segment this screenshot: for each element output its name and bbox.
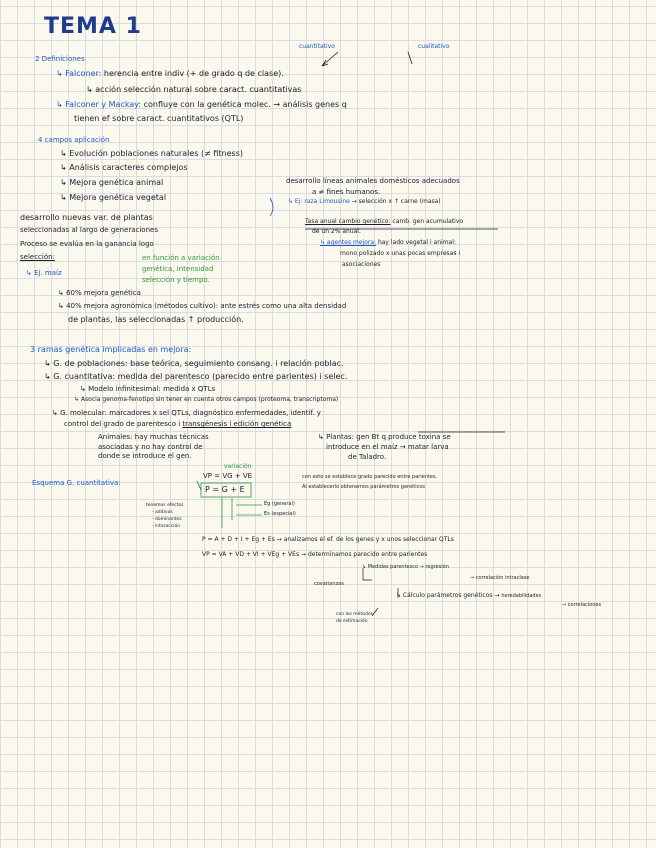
animales-text: hay muchas técnicas (134, 433, 209, 441)
covarianzas-label: covarianzas (314, 581, 344, 587)
campos-heading: 4 campos aplicación (38, 136, 110, 144)
proceso-line: Proceso se evalúa en la ganancia logo (20, 240, 154, 248)
animales-label: Animales: (98, 433, 133, 441)
campo-item-2: ↳ Análisis caracteres complejos (60, 163, 188, 172)
correlacion-line: → correlación intraclase (470, 575, 530, 581)
mackay-text: confluye con la genética molec. → análisis genes q (143, 100, 347, 109)
efecto-interaccion: - interacción (152, 524, 181, 529)
seleccion-label: selección: (20, 253, 55, 261)
variacion-label: variación (224, 463, 252, 470)
ramas-cuant-label: ↳ G. cuantitativa: (44, 372, 116, 381)
ej-maiz: ↳ Ej. maíz (26, 269, 62, 277)
maiz-60: ↳ 60% mejora genética (58, 289, 141, 297)
ej-raza (288, 199, 441, 205)
esquema-note-2: Al establecerlo obtenemos parámetros genéticos (302, 484, 426, 490)
agentes-line (320, 240, 456, 246)
efectos-label: tenemos efectos (146, 503, 184, 508)
tasa-label: Tasa anual cambio genético: (305, 218, 391, 225)
es-label: Es (especial) (264, 511, 296, 517)
maiz-40-note-2: de plantas, las seleccionadas ↑ producción. (68, 315, 244, 324)
maiz-40-note: (métodos cultivo): ante estrés como una alta densidad (154, 302, 347, 310)
animales-text-3: donde se introduce el gen. (98, 452, 192, 460)
falconer-label: ↳ Falconer: (56, 69, 102, 78)
medidas-line: ↳ Medidas parentesco → regresión (362, 564, 449, 570)
medidas-label: ↳ Medidas parentesco (362, 564, 419, 570)
tasa-line (305, 219, 463, 225)
agentes-note: hay lado vegetal i animal: (377, 239, 456, 246)
cualitativo-label: cualitativo (418, 43, 450, 50)
metodos-label: con los métodos (336, 612, 373, 617)
animal-note: desarrollo líneas animales domésticos adecuados (286, 177, 460, 185)
agentes-label: ↳ agentes mejora: (320, 239, 377, 246)
calculo-label: ↳ Cálculo parámetros genéticos (396, 592, 493, 599)
definiciones-heading: 2 Definiciones (35, 55, 85, 63)
cuantitativo-label: cuantitativo (299, 43, 335, 50)
campo-item-4: ↳ Mejora genética vegetal (60, 193, 167, 202)
mackay-text-2: tienen ef sobre caract. cuantitativos (QTL) (74, 114, 244, 123)
formula-vp-note: determinamos parecido entre parientes (307, 551, 428, 558)
ramas-molec-2 (64, 421, 291, 428)
correlacion-label: correlación intraclase (475, 575, 530, 581)
ramas-heading: 3 ramas genética implicadas en mejora: (30, 345, 192, 354)
formula-p: P = A + D + I + Eg + Es (202, 536, 275, 543)
falconer-text: herencia entre indiv (+ de grado q de clase). (103, 69, 284, 78)
ramas-molec-text-2: control del grado de parentesco i (64, 420, 181, 428)
ramas-asocia: ↳ Asocia genoma-fenotipo sin tener en cuenta otros campos (proteoma, transcriptoma) (74, 396, 339, 403)
ramas-pob-text: base teórica, seguimiento consang. i relación poblac. (130, 359, 344, 368)
funcion-note: en función a variación (142, 254, 220, 262)
calculo-line: ↳ Cálculo parámetros genéticos → heredabilidades (396, 592, 542, 599)
campo-item-1: ↳ Evolución poblaciones naturales (≠ fitness) (60, 149, 243, 158)
eg-label: Eg (general) (264, 501, 295, 507)
formula-p-line: P = A + D + I + Eg + Es → analizamos el ef. de los genes y x unos seleccionar QTLs (202, 536, 454, 543)
tasa-note-2: de un 2% anual. (312, 228, 361, 235)
ramas-infinit (80, 386, 215, 393)
ramas-transg: transgénesis i edición genética (182, 420, 292, 428)
animales-line (98, 434, 209, 441)
vegetal-note-2: seleccionadas al largo de generaciones (20, 226, 158, 234)
efecto-dominantes: - dominantes (152, 517, 182, 522)
formula-p-note: analizamos el ef. de los genes y x unos seleccionar QTLs (283, 536, 454, 543)
ramas-infinit-text: medida x QTLs (163, 385, 216, 393)
ramas-molec-text: marcadores x sel QTLs, diagnóstico enfermedades, identif. y (109, 409, 321, 417)
vegetal-note: desarrollo nuevas var. de plantas (20, 213, 153, 222)
p-formula: P = G + E (205, 485, 245, 494)
ramas-molec-label: ↳ G. molecular: (52, 409, 107, 417)
ramas-cuant-text: medida del parentesco (parecido entre parientes) i selec. (117, 372, 348, 381)
funcion-note-2: genética, intensidad (142, 265, 214, 273)
efecto-aditivos: - aditivos (152, 510, 173, 515)
campo-item-3: ↳ Mejora genética animal (60, 178, 164, 187)
plantas-text-3: de Taladro. (348, 453, 387, 461)
plantas-text-2: introduce en el maíz → matar larva (326, 443, 449, 451)
tasa-note: camb. gen acumulativo (392, 218, 464, 225)
formula-vp: VP = VA + VD + VI + VEg + VEs (202, 551, 300, 558)
animales-text-2: asociadas y no hay control de (98, 443, 203, 451)
ej-raza-note: → selección x ↑ carne (masa) (351, 198, 441, 205)
plantas-text: gen Bt q produce toxina se (356, 433, 451, 441)
maiz-40-label: ↳ 40% mejora agronómica (58, 302, 152, 310)
plantas-line (318, 434, 451, 441)
heredabilidades-label: heredabilidades (501, 593, 542, 599)
metodos-label-2: de estimación (336, 619, 368, 624)
falconer-line (56, 70, 284, 78)
agentes-note-3: asociaciones (342, 261, 381, 268)
agentes-note-2: mono polizado x unas pocas empresas i (340, 250, 461, 257)
funcion-note-3: selección y tiempo. (142, 276, 210, 284)
ej-raza-label: ↳ Ej: raza Limousine (288, 198, 350, 205)
mackay-label: ↳ Falconer y Mackay: (56, 100, 142, 109)
ramas-molec (52, 410, 321, 417)
maiz-40-line (58, 303, 346, 310)
ramas-pob-label: ↳ G. de poblaciones: (44, 359, 128, 368)
mackay-line (56, 101, 347, 109)
regresion-label: regresión (425, 564, 449, 570)
esquema-label: Esquema G. cuantitativa: (32, 479, 121, 487)
formula-vp-line: VP = VA + VD + VI + VEg + VEs → determinamos parecido entre parientes (202, 551, 428, 558)
ramas-pob (44, 360, 344, 368)
falconer-sub: ↳ acción selección natural sobre caract. cuantitativas (86, 85, 302, 94)
plantas-label: ↳ Plantas: (318, 433, 355, 441)
animal-note-2: a ≠ fines humanos. (312, 188, 381, 196)
vp-formula: VP = VG + VE (203, 472, 253, 480)
correlaciones-line: → correlaciones (562, 602, 602, 608)
page-title: TEMA 1 (44, 14, 142, 39)
correlaciones-label: correlaciones (567, 602, 602, 608)
ramas-infinit-label: ↳ Modelo infinitesimal: (80, 385, 161, 393)
esquema-note: con esto se establece grado parecido entre parientes. (302, 474, 438, 480)
ramas-cuant (44, 373, 347, 381)
